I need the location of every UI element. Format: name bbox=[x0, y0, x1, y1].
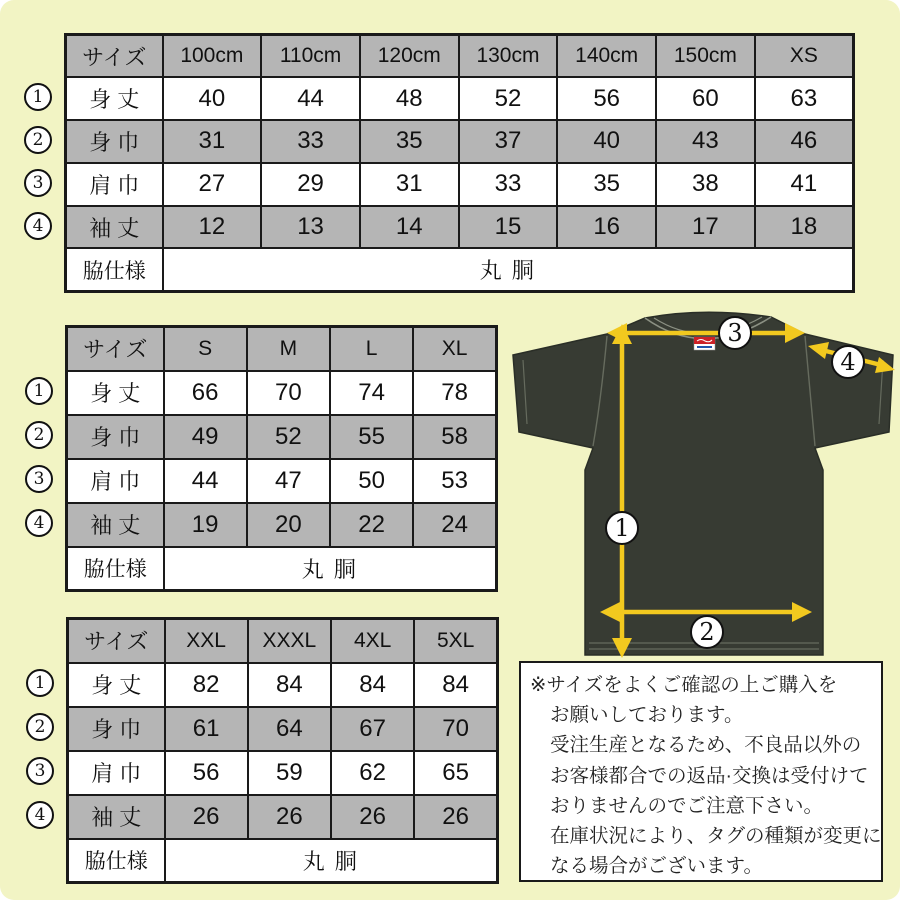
svg-text:2: 2 bbox=[699, 618, 715, 646]
measure-value: 16 bbox=[557, 206, 656, 249]
measure-value: 40 bbox=[557, 120, 656, 163]
measure-label: 袖 丈 bbox=[67, 503, 164, 547]
measure-value: 26 bbox=[165, 795, 248, 839]
measure-value: 26 bbox=[331, 795, 414, 839]
size-column-header: 150cm bbox=[656, 35, 755, 78]
size-header-cell: サイズ bbox=[67, 327, 164, 371]
measure-value: 70 bbox=[414, 707, 497, 751]
svg-text:1: 1 bbox=[614, 514, 630, 542]
size-column-header: L bbox=[330, 327, 413, 371]
row-number-badge: 1 bbox=[24, 83, 52, 111]
measure-label: 身 丈 bbox=[68, 663, 165, 707]
measure-value: 56 bbox=[557, 77, 656, 120]
measure-value: 44 bbox=[164, 459, 247, 503]
row-number-badge: 3 bbox=[25, 465, 53, 493]
size-column-header: 130cm bbox=[459, 35, 558, 78]
measure-value: 26 bbox=[248, 795, 331, 839]
size-table-block-adult bbox=[33, 325, 498, 592]
measure-value: 78 bbox=[413, 371, 496, 415]
side-spec-label: 脇仕様 bbox=[68, 839, 165, 883]
measure-value: 22 bbox=[330, 503, 413, 547]
measure-value: 65 bbox=[414, 751, 497, 795]
note-line: ※サイズをよくご確認の上ご購入を bbox=[530, 674, 838, 696]
note-line: お願いしております。 bbox=[550, 704, 744, 727]
measure-label: 肩 巾 bbox=[66, 163, 163, 206]
measure-value: 48 bbox=[360, 77, 459, 120]
measure-value: 67 bbox=[331, 707, 414, 751]
measure-value: 19 bbox=[164, 503, 247, 547]
row-number-badge: 2 bbox=[24, 126, 52, 154]
size-column-header: 4XL bbox=[331, 619, 414, 663]
purchase-note-box bbox=[519, 661, 883, 882]
measure-label: 袖 丈 bbox=[66, 206, 163, 249]
side-spec-value: 丸 胴 bbox=[164, 547, 497, 591]
measure-value: 64 bbox=[248, 707, 331, 751]
measure-value: 84 bbox=[248, 663, 331, 707]
note-line: なる場合がございます。 bbox=[550, 855, 763, 878]
row-number-markers bbox=[22, 617, 58, 884]
measure-value: 63 bbox=[755, 77, 854, 120]
row-number-badge: 2 bbox=[26, 713, 54, 741]
measure-value: 74 bbox=[330, 371, 413, 415]
row-number-badge: 4 bbox=[24, 212, 52, 240]
measure-value: 18 bbox=[755, 206, 854, 249]
measure-label: 身 巾 bbox=[68, 707, 165, 751]
row-number-markers bbox=[21, 325, 57, 592]
row-number-badge: 3 bbox=[26, 757, 54, 785]
size-table-adult bbox=[65, 325, 498, 592]
tshirt-figure-svg bbox=[505, 310, 897, 662]
measure-label: 身 巾 bbox=[66, 120, 163, 163]
size-header-cell: サイズ bbox=[66, 35, 163, 78]
size-column-header: XXL bbox=[165, 619, 248, 663]
note-line: 在庫状況により、タグの種類が変更に bbox=[550, 825, 882, 848]
measure-value: 52 bbox=[247, 415, 330, 459]
measure-value: 43 bbox=[656, 120, 755, 163]
side-spec-label: 脇仕様 bbox=[67, 547, 164, 591]
measure-label: 身 巾 bbox=[67, 415, 164, 459]
size-column-header: M bbox=[247, 327, 330, 371]
measure-value: 84 bbox=[331, 663, 414, 707]
measure-value: 46 bbox=[755, 120, 854, 163]
measure-value: 37 bbox=[459, 120, 558, 163]
measure-value: 62 bbox=[331, 751, 414, 795]
measure-value: 55 bbox=[330, 415, 413, 459]
measure-value: 44 bbox=[261, 77, 360, 120]
measure-value: 15 bbox=[459, 206, 558, 249]
measure-value: 35 bbox=[557, 163, 656, 206]
row-number-badge: 1 bbox=[26, 669, 54, 697]
measure-value: 49 bbox=[164, 415, 247, 459]
row-number-markers bbox=[20, 33, 56, 293]
row-number-badge: 1 bbox=[25, 377, 53, 405]
size-column-header: XL bbox=[413, 327, 496, 371]
measure-label: 肩 巾 bbox=[68, 751, 165, 795]
measure-value: 66 bbox=[164, 371, 247, 415]
measure-value: 58 bbox=[413, 415, 496, 459]
brand-tag-icon bbox=[694, 337, 715, 350]
figure-circle-1 bbox=[606, 512, 638, 544]
size-table-block-kids bbox=[32, 33, 855, 293]
tshirt-measure-diagram bbox=[505, 310, 897, 662]
measure-value: 47 bbox=[247, 459, 330, 503]
figure-circle-3 bbox=[719, 317, 751, 349]
measure-value: 31 bbox=[163, 120, 262, 163]
measure-value: 53 bbox=[413, 459, 496, 503]
size-column-header: 5XL bbox=[414, 619, 497, 663]
measure-value: 26 bbox=[414, 795, 497, 839]
note-line: おりませんのでご注意下さい。 bbox=[550, 794, 824, 817]
row-number-badge: 4 bbox=[26, 801, 54, 829]
measure-value: 82 bbox=[165, 663, 248, 707]
measure-value: 14 bbox=[360, 206, 459, 249]
measure-value: 12 bbox=[163, 206, 262, 249]
measure-value: 33 bbox=[261, 120, 360, 163]
measure-value: 61 bbox=[165, 707, 248, 751]
measure-value: 70 bbox=[247, 371, 330, 415]
measure-value: 38 bbox=[656, 163, 755, 206]
figure-circle-4 bbox=[832, 346, 864, 378]
measure-value: 52 bbox=[459, 77, 558, 120]
measure-value: 35 bbox=[360, 120, 459, 163]
row-number-badge: 4 bbox=[25, 509, 53, 537]
row-number-badge: 3 bbox=[24, 169, 52, 197]
svg-text:3: 3 bbox=[727, 319, 743, 347]
note-line: 受注生産となるため、不良品以外の bbox=[550, 734, 862, 757]
note-line: お客様都合での返品·交換は受付けて bbox=[550, 764, 869, 787]
side-spec-label: 脇仕様 bbox=[66, 248, 163, 291]
measure-value: 17 bbox=[656, 206, 755, 249]
measure-value: 40 bbox=[163, 77, 262, 120]
size-column-header: 120cm bbox=[360, 35, 459, 78]
measure-value: 84 bbox=[414, 663, 497, 707]
svg-text:4: 4 bbox=[840, 348, 856, 376]
measure-value: 41 bbox=[755, 163, 854, 206]
measure-value: 20 bbox=[247, 503, 330, 547]
row-number-badge: 2 bbox=[25, 421, 53, 449]
measure-label: 身 丈 bbox=[67, 371, 164, 415]
figure-circle-2 bbox=[691, 616, 723, 648]
side-spec-value: 丸 胴 bbox=[163, 248, 854, 291]
measure-label: 肩 巾 bbox=[67, 459, 164, 503]
size-column-header: S bbox=[164, 327, 247, 371]
measure-value: 13 bbox=[261, 206, 360, 249]
side-spec-value: 丸 胴 bbox=[165, 839, 498, 883]
measure-value: 31 bbox=[360, 163, 459, 206]
measure-value: 59 bbox=[248, 751, 331, 795]
size-table-kids bbox=[64, 33, 855, 293]
measure-value: 27 bbox=[163, 163, 262, 206]
size-column-header: XS bbox=[755, 35, 854, 78]
measure-value: 60 bbox=[656, 77, 755, 120]
measure-value: 24 bbox=[413, 503, 496, 547]
measure-value: 50 bbox=[330, 459, 413, 503]
size-table-block-big bbox=[34, 617, 499, 884]
measure-value: 33 bbox=[459, 163, 558, 206]
size-column-header: 140cm bbox=[557, 35, 656, 78]
size-header-cell: サイズ bbox=[68, 619, 165, 663]
size-column-header: XXXL bbox=[248, 619, 331, 663]
size-column-header: 110cm bbox=[261, 35, 360, 78]
size-table-big bbox=[66, 617, 499, 884]
size-column-header: 100cm bbox=[163, 35, 262, 78]
measure-value: 56 bbox=[165, 751, 248, 795]
measure-value: 29 bbox=[261, 163, 360, 206]
measure-label: 袖 丈 bbox=[68, 795, 165, 839]
measure-label: 身 丈 bbox=[66, 77, 163, 120]
